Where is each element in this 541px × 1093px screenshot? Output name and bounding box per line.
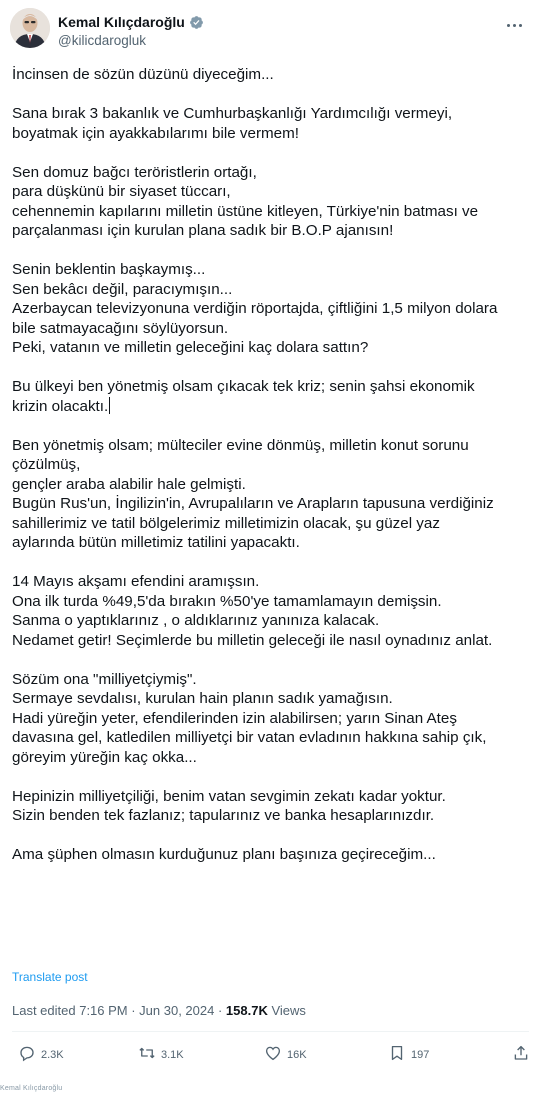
- tweet-body: [12, 65, 532, 884]
- text-line: Bu ülkeyi ben yönetmiş olsam çıkacak tek kriz; senin şahsi ekonomik: [12, 378, 475, 395]
- text-line: Azerbaycan televizyonuna verdiğin röportajda, çiftliğini 1,5 milyon dolara: [12, 300, 498, 317]
- paragraph: [12, 436, 532, 553]
- avatar[interactable]: [10, 8, 50, 48]
- text-line: sahillerimiz ve tatil bölgelerimiz milletimizin olacak, şu güzel yaz: [12, 514, 440, 532]
- text-line: Senin beklentin başkaymış...: [12, 261, 206, 278]
- text-line: çözülmüş,: [12, 456, 81, 473]
- text-line: boyatmak için ayakkabılarımı bile vermem!: [12, 124, 299, 142]
- tweet-meta: [12, 1003, 306, 1018]
- like-icon: [264, 1044, 282, 1065]
- paragraph: [12, 670, 532, 768]
- translate-post-link[interactable]: Translate post: [12, 970, 88, 984]
- text-line-with-cursor: [12, 397, 532, 417]
- paragraph: [12, 377, 532, 416]
- edited-timestamp[interactable]: Last edited 7:16 PM · Jun 30, 2024 ·: [12, 1003, 226, 1018]
- paragraph: [12, 260, 532, 358]
- text-line: Sermaye sevdalısı, kurulan hain planın sadık yamağısın.: [12, 690, 393, 707]
- text-line: Peki, vatanın ve milletin geleceğini kaç dolara sattın?: [12, 339, 369, 356]
- text-line: krizin olacaktı.: [12, 397, 109, 415]
- text-line: Sen domuz bağcı teröristlerin ortağı,: [12, 163, 257, 181]
- text-line: Ama şüphen olmasın kurduğunuz planı başınıza geçireceğim...: [12, 846, 436, 863]
- repost-count: 3.1K: [161, 1048, 184, 1061]
- like-count: 16K: [287, 1048, 307, 1061]
- paragraph: [12, 787, 532, 826]
- text-line: Hadi yüreğin yeter, efendilerinden izin alabilirsen; yarın Sinan Ateş: [12, 709, 457, 727]
- text-line: Sizin benden tek fazlanız; tapularınız ve banka hesaplarınızdır.: [12, 807, 435, 824]
- paragraph: [12, 572, 532, 650]
- divider: [12, 1031, 529, 1032]
- handle[interactable]: @kilicdarogluk: [58, 33, 146, 48]
- text-line: Nedamet getir! Seçimlerde bu milletin geleceği ile nasıl oynadınız anlat.: [12, 631, 493, 649]
- share-icon: [512, 1044, 530, 1065]
- more-icon[interactable]: [503, 16, 525, 34]
- paragraph: [12, 845, 532, 865]
- views-count: 158.7K: [225, 1003, 268, 1018]
- name-row: [58, 14, 204, 30]
- text-line: Ona ilk turda %49,5'da bırakın %50'ye tamamlamayın demişsin.: [12, 592, 442, 610]
- text-line: davasına gel, katledilen milliyetçi bir vatan evladının hakkına sahip çık,: [12, 729, 487, 746]
- paragraph: [12, 65, 532, 85]
- bookmark-count: 197: [411, 1048, 430, 1061]
- reply-button[interactable]: [18, 1044, 64, 1065]
- text-line: aylarında bütün milletimiz tatilini yapacaktı.: [12, 534, 300, 551]
- text-line: İncinsen de sözün düzünü diyeceğim...: [12, 66, 274, 83]
- text-line: gençler araba alabilir hale gelmişti.: [12, 475, 246, 493]
- text-line: parçalanması için kurulan plana sadık bir B.O.P ajanısın!: [12, 222, 394, 239]
- repost-icon: [138, 1044, 156, 1065]
- reply-count: 2.3K: [41, 1048, 64, 1061]
- repost-button[interactable]: [138, 1044, 184, 1065]
- action-bar: [12, 1044, 531, 1066]
- bookmark-button[interactable]: [388, 1044, 429, 1065]
- verified-badge-icon: [189, 15, 204, 30]
- share-button[interactable]: [512, 1044, 530, 1065]
- reply-icon: [18, 1044, 36, 1065]
- paragraph: [12, 104, 532, 143]
- footer-fragment: Kemal Kılıçdaroğlu: [0, 1085, 63, 1092]
- text-line: bile satmayacağını söylüyorsun.: [12, 319, 229, 337]
- text-cursor: [109, 397, 110, 414]
- like-button[interactable]: [264, 1044, 307, 1065]
- text-line: Hepinizin milliyetçiliği, benim vatan sevgimin zekatı kadar yoktur.: [12, 787, 446, 805]
- text-line: Ben yönetmiş olsam; mülteciler evine dönmüş, milletin konut sorunu: [12, 436, 469, 454]
- display-name[interactable]: Kemal Kılıçdaroğlu: [58, 14, 185, 30]
- paragraph: [12, 163, 532, 241]
- text-line: göreyim yüreğin kaç okka...: [12, 748, 197, 766]
- text-line: 14 Mayıs akşamı efendini aramışsın.: [12, 573, 260, 590]
- text-line: Sana bırak 3 bakanlık ve Cumhurbaşkanlığı Yardımcılığı vermeyi,: [12, 105, 453, 122]
- text-line: Sanma o yaptıklarınız , o aldıklarınız yanınıza kalacak.: [12, 612, 380, 629]
- bookmark-icon: [388, 1044, 406, 1065]
- text-line: para düşkünü bir siyaset tüccarı,: [12, 183, 231, 200]
- text-line: cehennemin kapılarını milletin üstüne kitleyen, Türkiye'nin batması ve: [12, 202, 479, 220]
- text-line: Bugün Rus'un, İngilizin'in, Avrupalıların ve Arapların tapusuna verdiğiniz: [12, 495, 494, 512]
- text-line: Sen bekâcı değil, paracıymışın...: [12, 280, 233, 298]
- text-line: Sözüm ona "milliyetçiymiş".: [12, 670, 197, 688]
- views-label: Views: [267, 1003, 306, 1018]
- tweet-header: [10, 6, 529, 52]
